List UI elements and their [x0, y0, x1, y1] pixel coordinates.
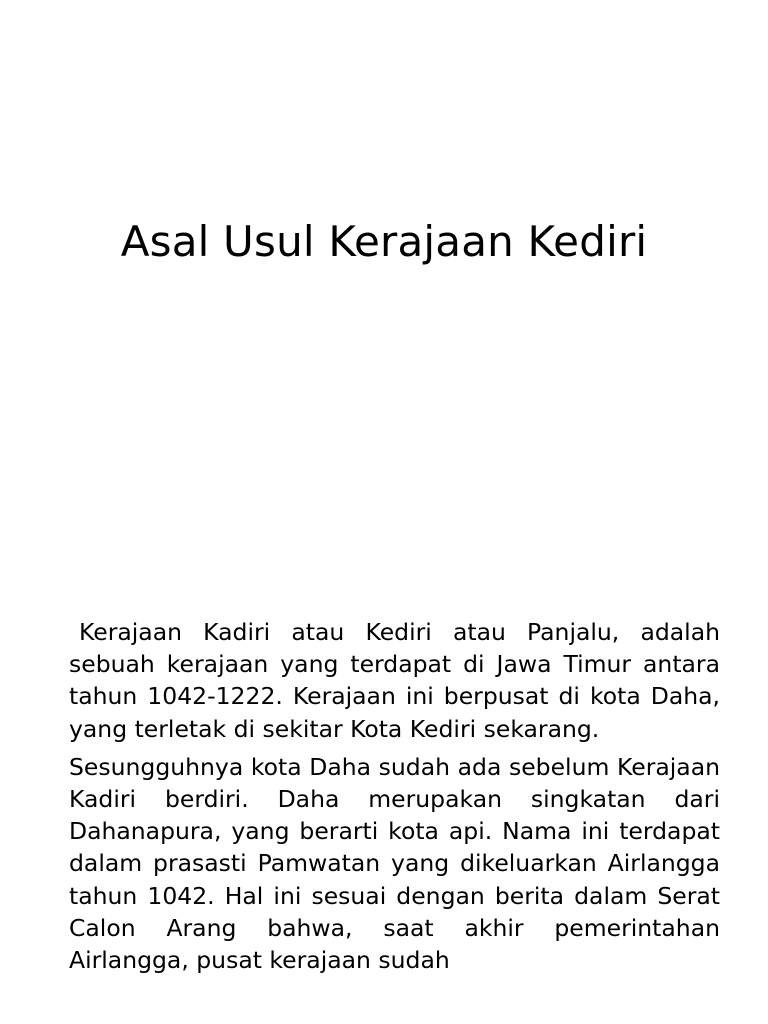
slide-title: Asal Usul Kerajaan Kediri [120, 217, 648, 266]
paragraph-1: Kerajaan Kadiri atau Kediri atau Panjalu, adalah sebuah kerajaan yang terdapat di Jawa Timur antara tahun 1042-1222. Kerajaan ini berpusat di kota Daha, yang terletak di sekitar Kota Kediri sekarang. [69, 618, 720, 743]
body-text [69, 616, 720, 982]
paragraph-2: Sesungguhnya kota Daha sudah ada sebelum Kerajaan Kadiri berdiri. Daha merupakan singkatan dari Dahanapura, yang berarti kota api. Nama ini terdapat dalam prasasti Pamwatan yang dikeluarkan Airlangga tahun 1042. Hal ini sesuai dengan berita dalam Serat Calon Arang bahwa, saat akhir pemerintahan Airlangga, pusat kerajaan sudah [69, 752, 720, 975]
